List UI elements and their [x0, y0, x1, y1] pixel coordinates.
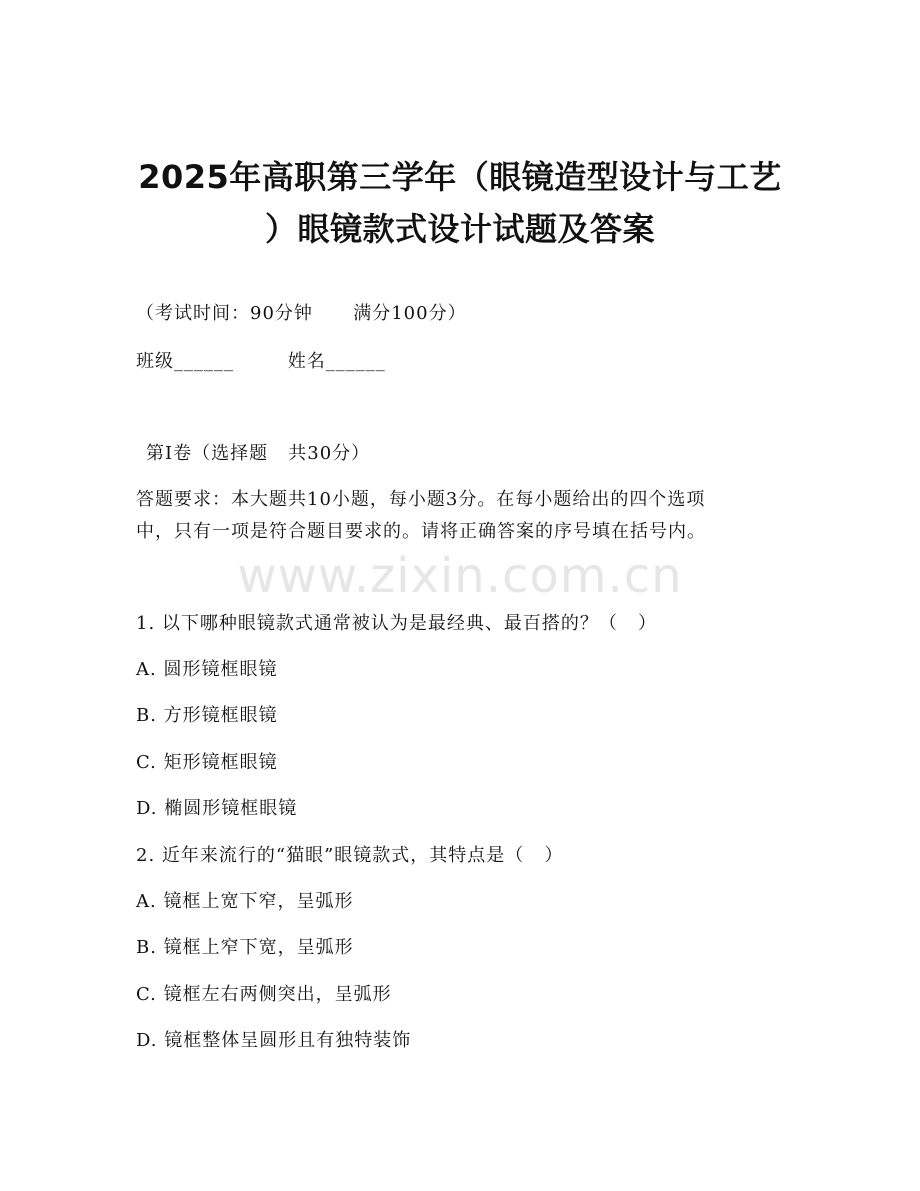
instructions-line-2: 中，只有一项是符合题目要求的。请将正确答案的序号填在括号内。	[136, 521, 706, 542]
class-name-fields: 班级______ 姓名______	[136, 351, 386, 372]
page-title-line-1: 2025年高职第三学年（眼镜造型设计与工艺	[138, 158, 782, 196]
page-title-line-2: ）眼镜款式设计试题及答案	[264, 210, 655, 248]
instructions-line-1: 答题要求：本大题共10小题，每小题3分。在每小题给出的四个选项	[136, 489, 706, 510]
question-2-option-a: A. 镜框上宽下窄，呈弧形	[136, 891, 354, 912]
question-1-option-b: B. 方形镜框眼镜	[136, 705, 278, 726]
watermark: www.zixin.com.cn	[237, 548, 683, 604]
question-2-option-c: C. 镜框左右两侧突出，呈弧形	[136, 984, 392, 1005]
exam-info: （考试时间：90分钟 满分100分）	[136, 303, 467, 324]
question-1-option-c: C. 矩形镜框眼镜	[136, 752, 278, 773]
question-2-option-b: B. 镜框上窄下宽，呈弧形	[136, 937, 354, 958]
question-1-option-d: D. 椭圆形镜框眼镜	[136, 798, 298, 819]
section-heading: 第I卷（选择题 共30分）	[146, 443, 371, 464]
question-1-stem: 1. 以下哪种眼镜款式通常被认为是最经典、最百搭的？（ ）	[136, 613, 658, 634]
question-2-stem: 2. 近年来流行的“猫眼”眼镜款式，其特点是（ ）	[136, 845, 564, 866]
question-2-option-d: D. 镜框整体呈圆形且有独特装饰	[136, 1030, 412, 1051]
question-1-option-a: A. 圆形镜框眼镜	[136, 659, 278, 680]
